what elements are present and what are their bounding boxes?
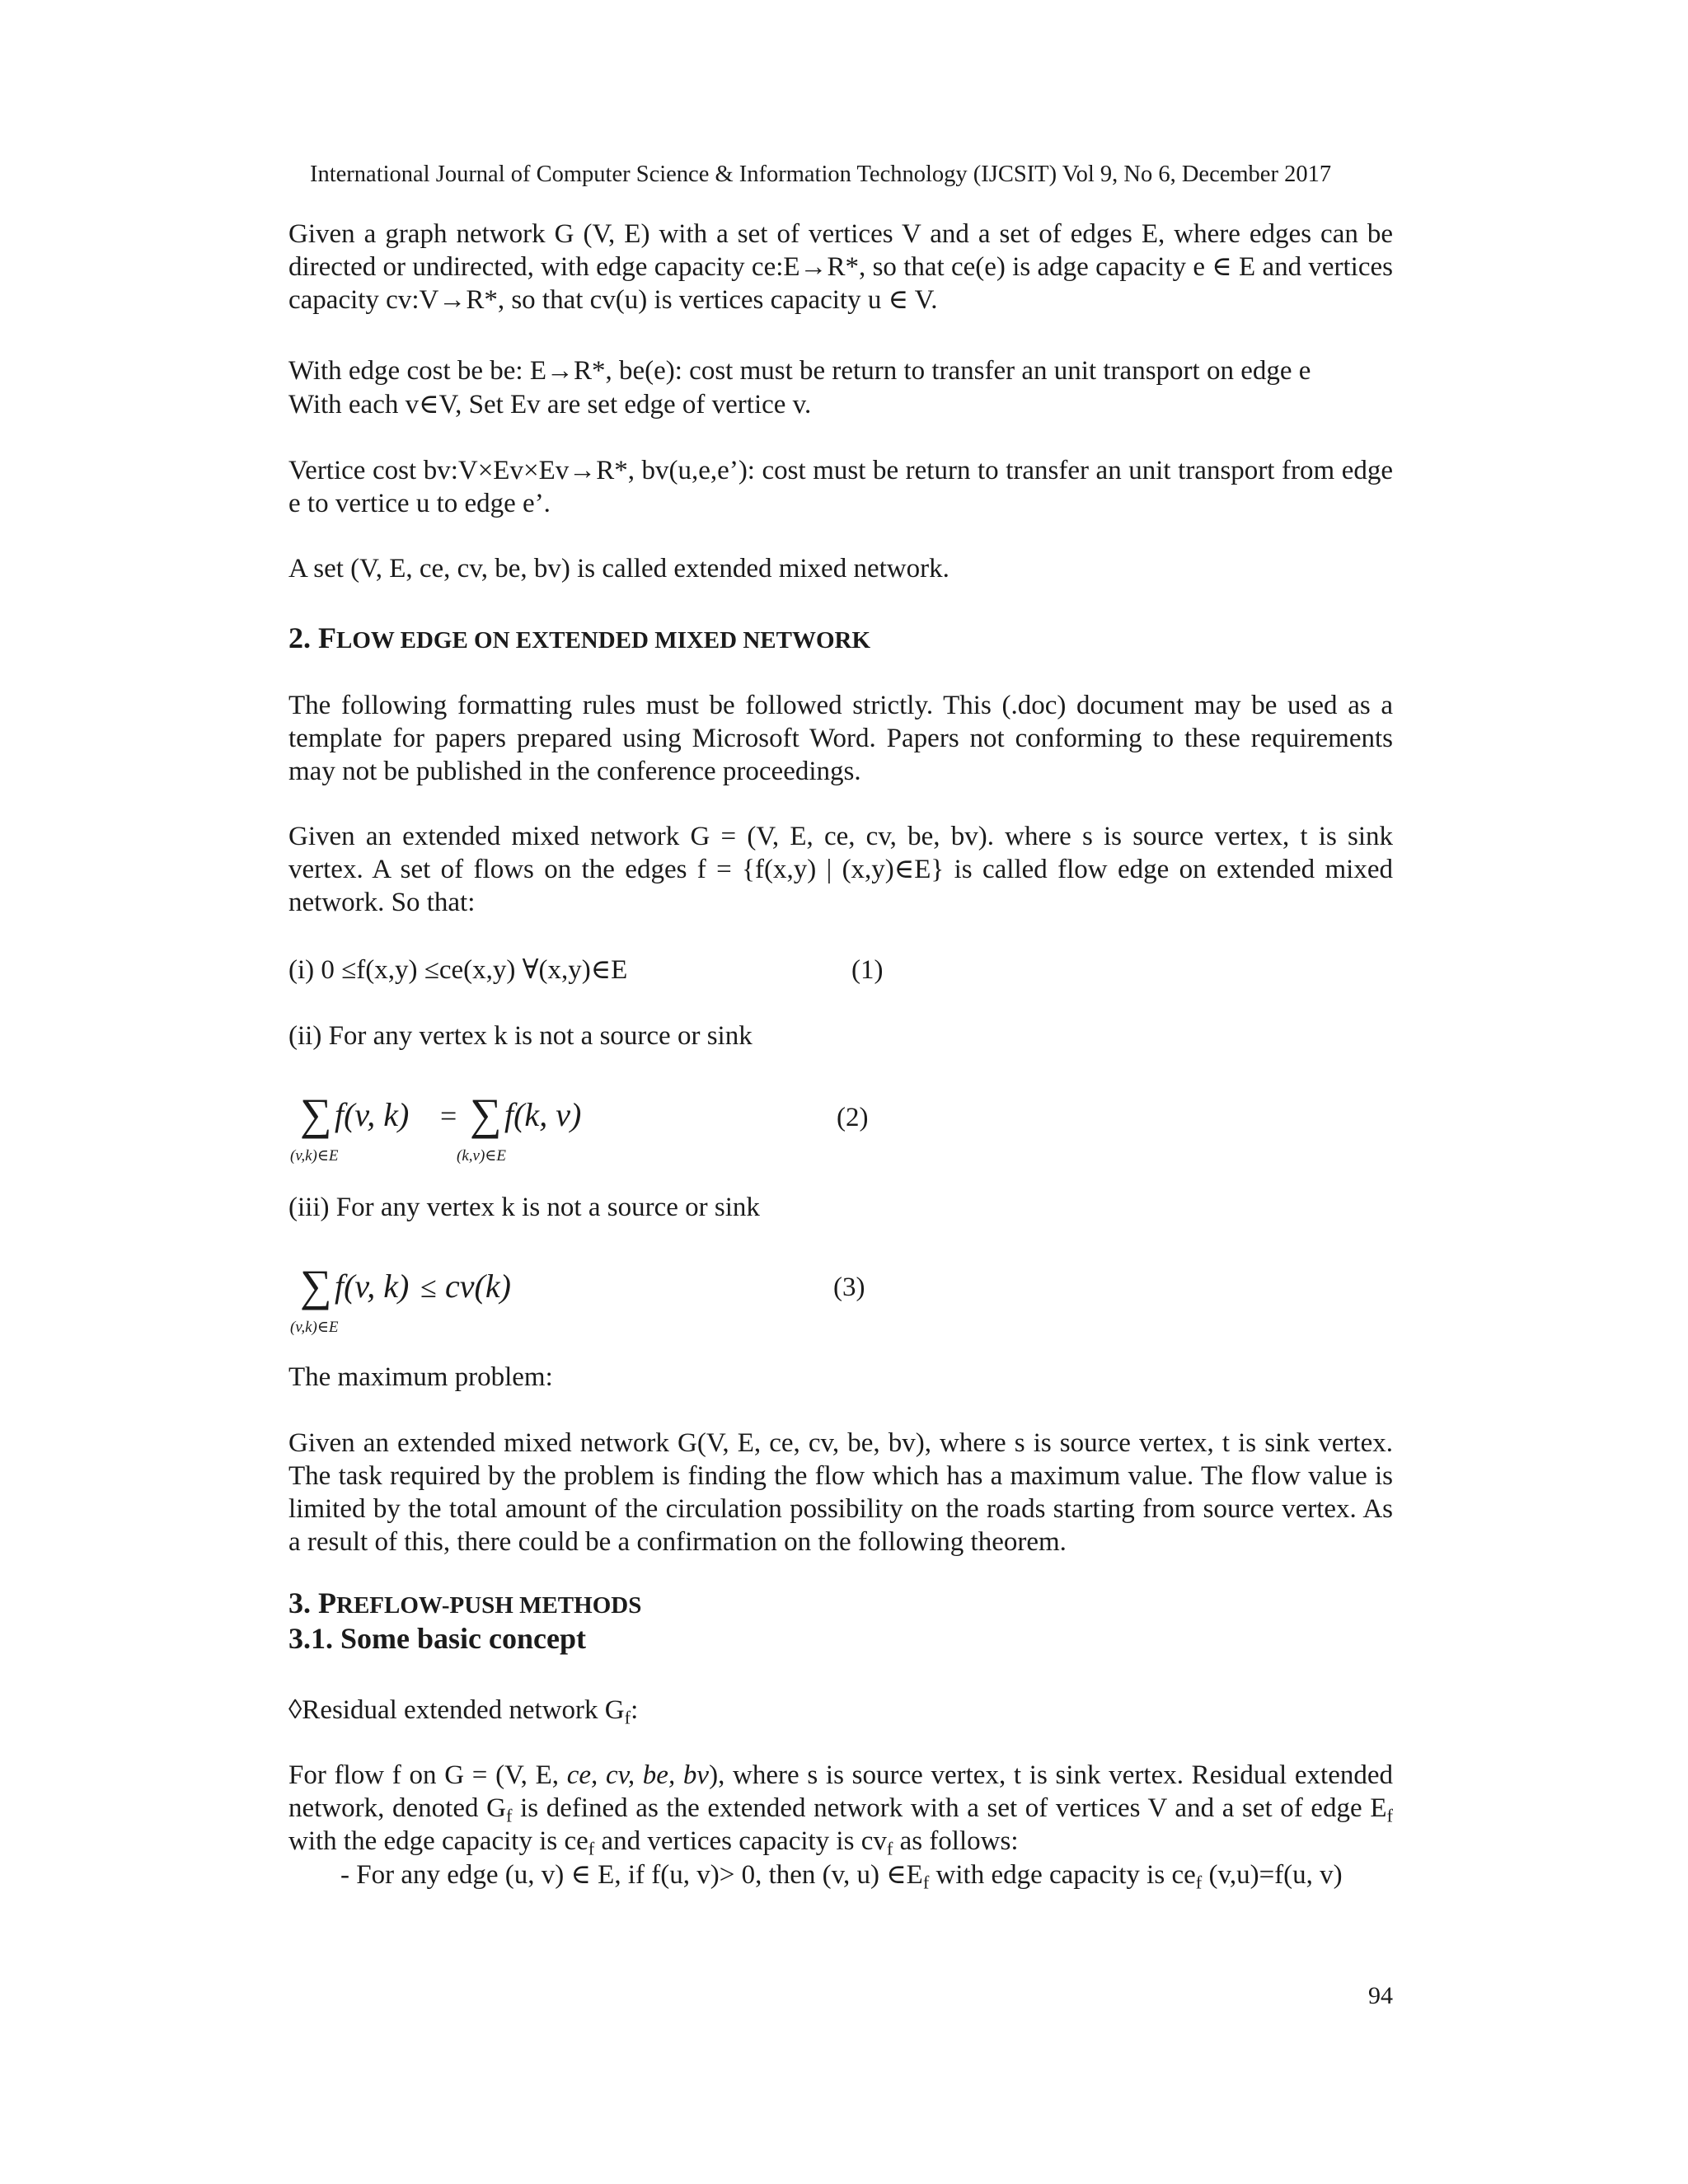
- section-3-title-rest: REFLOW-PUSH METHODS: [336, 1592, 642, 1619]
- residual-network-label: [288, 1694, 638, 1727]
- bullet-part-a: - For any edge (u, v) ∈ E, if f(u, v)> 0, then (v, u) ∈E: [340, 1860, 923, 1890]
- p1-part-c: is defined as the extended network with a set of vertices V and a set of edge E: [512, 1793, 1387, 1823]
- intro-paragraph-2-line-2: With each v∈V, Set Ev are set edge of vertice v.: [288, 390, 812, 419]
- intro-paragraph-1: Given a graph network G (V, E) with a set of vertices V and a set of edges E, where edges can be directed or undirected, with edge capacity ce:E→R*, so that ce(e) is adge capacity e ∈ E and vertices capacity cv:V→R*, so that cv(u) is vertices capacity u ∈ V.: [288, 219, 1393, 315]
- p1-part-f: as follows:: [893, 1826, 1019, 1856]
- equation-3-sum: ∑: [300, 1261, 332, 1310]
- residual-network-colon: :: [631, 1695, 639, 1725]
- maximum-problem-label: The maximum problem:: [288, 1362, 553, 1392]
- equation-2-rhs: f(k, v): [504, 1096, 582, 1133]
- section-2-title-rest: LOW EDGE ON EXTENDED MIXED NETWORK: [336, 627, 871, 654]
- equation-2-sum-rhs: ∑: [470, 1090, 502, 1139]
- equation-1-number: (1): [851, 955, 884, 985]
- equation-3-subscript: (v,k)∈E: [290, 1319, 339, 1336]
- p1-sub-3: f: [588, 1838, 595, 1859]
- condition-2: (ii) For any vertex k is not a source or sink: [288, 1021, 753, 1051]
- p1-part-d: with the edge capacity is ce: [288, 1826, 588, 1856]
- condition-3: (iii) For any vertex k is not a source or sink: [288, 1193, 760, 1222]
- condition-1: (i) 0 ≤f(x,y) ≤ce(x,y) ∀(x,y)∈E: [288, 955, 628, 985]
- section-3-title-initial: P: [318, 1586, 336, 1619]
- bullet-part-c: (v,u)=f(u, v): [1202, 1860, 1343, 1890]
- section-2-paragraph-3: Given an extended mixed network G(V, E, ce, cv, be, bv), where s is source vertex, t is sink vertex. The task required by the problem is finding the flow which has a maximum value. The flow value is limited by the total amount of the circulation possibility on the roads starting from source vertex. As a result of this, there could be a confirmation on the following theorem.: [288, 1428, 1393, 1557]
- p1-sub-1: f: [505, 1805, 513, 1826]
- section-2-number: 2.: [288, 621, 318, 654]
- equation-2-equals: =: [440, 1099, 457, 1132]
- subsection-3-1-heading: 3.1. Some basic concept: [288, 1622, 586, 1655]
- residual-network-subscript: f: [624, 1707, 631, 1728]
- p1-sub-4: f: [886, 1838, 893, 1859]
- equation-3-rhs: cv(k): [445, 1268, 511, 1305]
- section-2-heading: [288, 621, 870, 655]
- bullet-sub-1: f: [922, 1872, 930, 1893]
- equation-2-lhs-subscript: (v,k)∈E: [290, 1147, 339, 1165]
- equation-3-relation: ≤: [420, 1271, 437, 1304]
- section-2-paragraph-1: The following formatting rules must be followed strictly. This (.doc) document may be used as a template for papers prepared using Microsoft Word. Papers not conforming to these requirements may not be published in the conference proceedings.: [288, 691, 1393, 786]
- bullet-part-b: with edge capacity is ce: [929, 1860, 1196, 1890]
- section-3-number: 3.: [288, 1586, 318, 1619]
- running-head: International Journal of Computer Science & Information Technology (IJCSIT) Vol 9, No 6, December 2017: [310, 162, 1332, 187]
- intro-paragraph-3: Vertice cost bv:V×Ev×Ev→R*, bv(u,e,e’): cost must be return to transfer an unit transport from edge e to vertice u to edge e’.: [288, 456, 1393, 518]
- p1-sub-2: f: [1386, 1805, 1393, 1826]
- equation-2-sum-lhs: ∑: [300, 1090, 332, 1139]
- section-2-paragraph-2: Given an extended mixed network G = (V, E, ce, cv, be, bv). where s is source vertex, t is sink vertex. A set of flows on the edges f = {f(x,y) | (x,y)∈E} is called flow edge on extended mixed network. So that:: [288, 822, 1393, 917]
- page-number: 94: [1368, 1982, 1393, 2009]
- bullet-sub-2: f: [1195, 1872, 1203, 1893]
- intro-paragraph-4: A set (V, E, ce, cv, be, bv) is called extended mixed network.: [288, 554, 950, 583]
- p1-part-e: and vertices capacity is cv: [594, 1826, 887, 1856]
- equation-3-number: (3): [833, 1272, 865, 1302]
- equation-3-lhs: f(v, k): [335, 1268, 410, 1305]
- p1-part-b: ), where s is source vertex, t is sink vertex. Residual extended network, denoted G: [288, 1760, 1393, 1823]
- intro-paragraph-2-line-1: With edge cost be be: E→R*, be(e): cost must be return to transfer an unit transport on edge e: [288, 356, 1311, 386]
- equation-2-lhs: f(v, k): [335, 1096, 410, 1133]
- p1-italic: ce, cv, be, bv: [566, 1760, 710, 1790]
- residual-network-text: ◊Residual extended network G: [288, 1695, 625, 1725]
- equation-2-number: (2): [837, 1103, 869, 1132]
- residual-bullet-1: [340, 1858, 1343, 1891]
- equation-2-rhs-subscript: (k,v)∈E: [457, 1147, 506, 1165]
- section-2-title-initial: F: [318, 621, 336, 654]
- section-3-paragraph-1: [288, 1759, 1393, 1858]
- p1-part-a: For flow f on G = (V, E,: [288, 1760, 567, 1790]
- section-3-heading: [288, 1586, 641, 1620]
